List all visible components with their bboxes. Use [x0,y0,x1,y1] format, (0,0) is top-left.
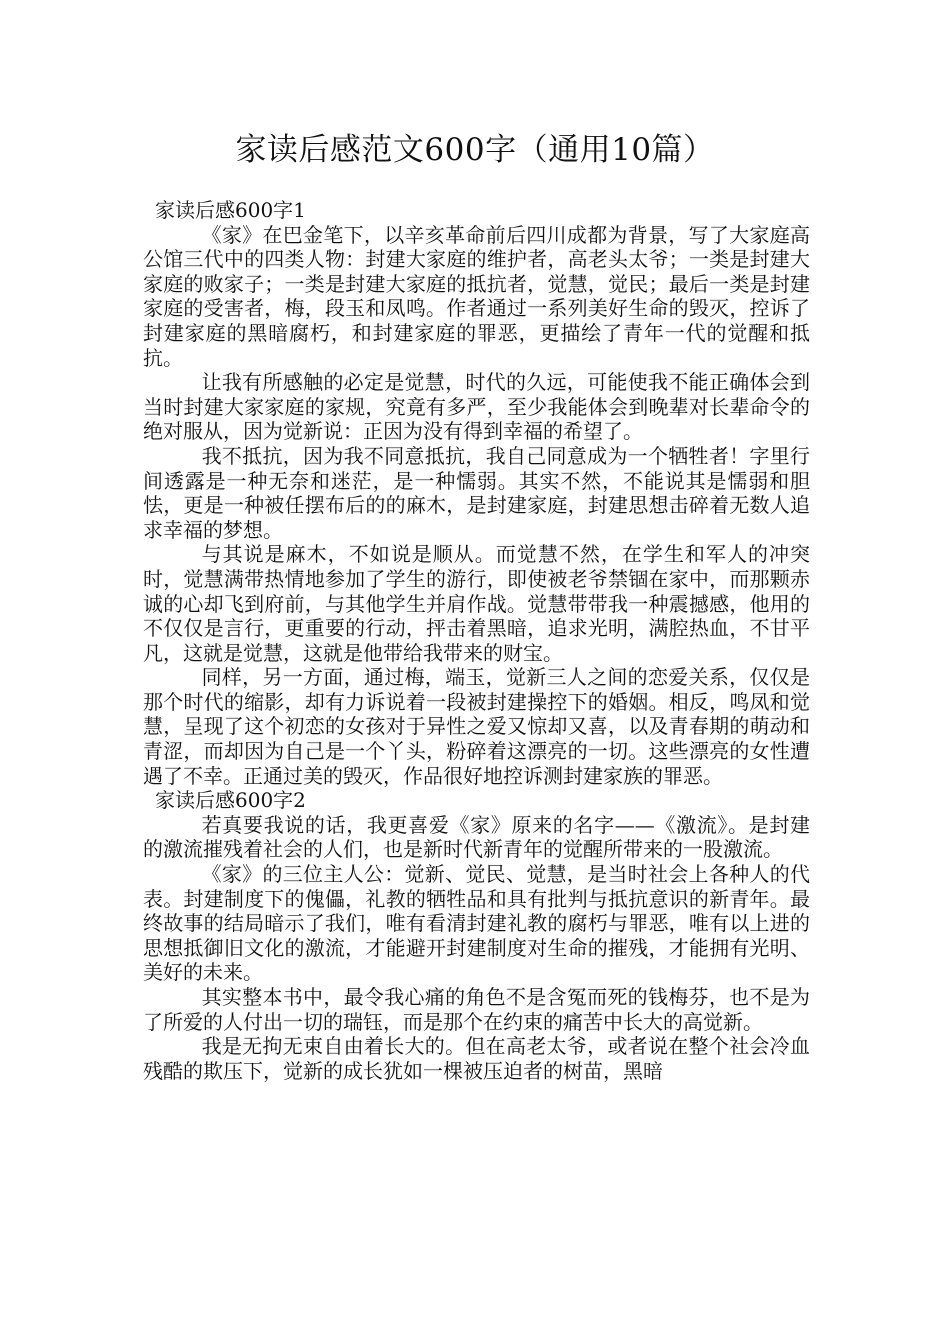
paragraph: 《家》在巴金笔下，以辛亥革命前后四川成都为背景，写了大家庭高公馆三代中的四类人物：封建大家庭的维护者，高老头太爷；一类是封建大家庭的败家子；一类是封建大家庭的抵抗者，觉慧，觉民；最后一类是封建家庭的受害者，梅，段玉和凤鸣。作者通过一系列美好生命的毁灭，控诉了封建家庭的黑暗腐朽，和封建家庭的罪恶，更描绘了青年一代的觉醒和抵抗。 [143,222,810,370]
paragraph: 同样，另一方面，通过梅，端玉，觉新三人之间的恋爱关系，仅仅是那个时代的缩影，却有力诉说着一段被封建操控下的婚姻。相反，鸣凤和觉慧，呈现了这个初恋的女孩对于异性之爱又惊却又喜，以及青春期的萌动和青涩，而却因为自己是一个丫头，粉碎着这漂亮的一切。这些漂亮的女性遭遇了不幸。正通过美的毁灭，作品很好地控诉测封建家族的罪恶。 [143,665,810,788]
document-body [143,198,810,1083]
paragraph: 其实整本书中，最令我心痛的角色不是含冤而死的钱梅芬，也不是为了所爱的人付出一切的瑞钰，而是那个在约束的痛苦中长大的高觉新。 [143,985,810,1034]
document-title: 家读后感范文600字（通用10篇） [235,132,715,168]
paragraph: 我是无拘无束自由着长大的。但在高老太爷，或者说在整个社会冷血残酷的欺压下，觉新的成长犹如一棵被压迫者的树苗，黑暗 [143,1034,810,1083]
paragraph: 与其说是麻木，不如说是顺从。而觉慧不然，在学生和军人的冲突时，觉慧满带热情地参加了学生的游行，即使被老爷禁锢在家中，而那颗赤诚的心却飞到府前，与其他学生并肩作战。觉慧带带我一种震撼感，他用的不仅仅是言行，更重要的行动，抨击着黑暗，追求光明，满腔热血，不甘平凡，这就是觉慧，这就是他带给我带来的财宝。 [143,542,810,665]
section-heading-2: 家读后感600字2 [155,788,306,813]
section-heading-1: 家读后感600字1 [155,198,306,222]
paragraph: 《家》的三位主人公：觉新、觉民、觉慧，是当时社会上各种人的代表。封建制度下的傀儡，礼教的牺牲品和具有批判与抵抗意识的新青年。最终故事的结局暗示了我们，唯有看清封建礼教的腐朽与罪恶，唯有以上进的思想抵御旧文化的激流，才能避开封建制度对生命的摧残，才能拥有光明、美好的未来。 [143,862,810,985]
paragraph: 若真要我说的话，我更喜爱《家》原来的名字——《激流》。是封建的激流摧残着社会的人们，也是新时代新青年的觉醒所带来的一股激流。 [143,812,810,862]
paragraph: 我不抵抗，因为我不同意抵抗，我自己同意成为一个牺牲者！字里行间透露是一种无奈和迷茫，是一种懦弱。其实不然，不能说其是懦弱和胆怯，更是一种被任摆布后的的麻木，是封建家庭，封建思想击碎着无数人追求幸福的梦想。 [143,443,810,542]
paragraph: 让我有所感触的必定是觉慧，时代的久远，可能使我不能正确体会到当时封建大家家庭的家规，究竟有多严，至少我能体会到晚辈对长辈命令的绝对服从，因为觉新说：正因为没有得到幸福的希望了。 [143,370,810,444]
